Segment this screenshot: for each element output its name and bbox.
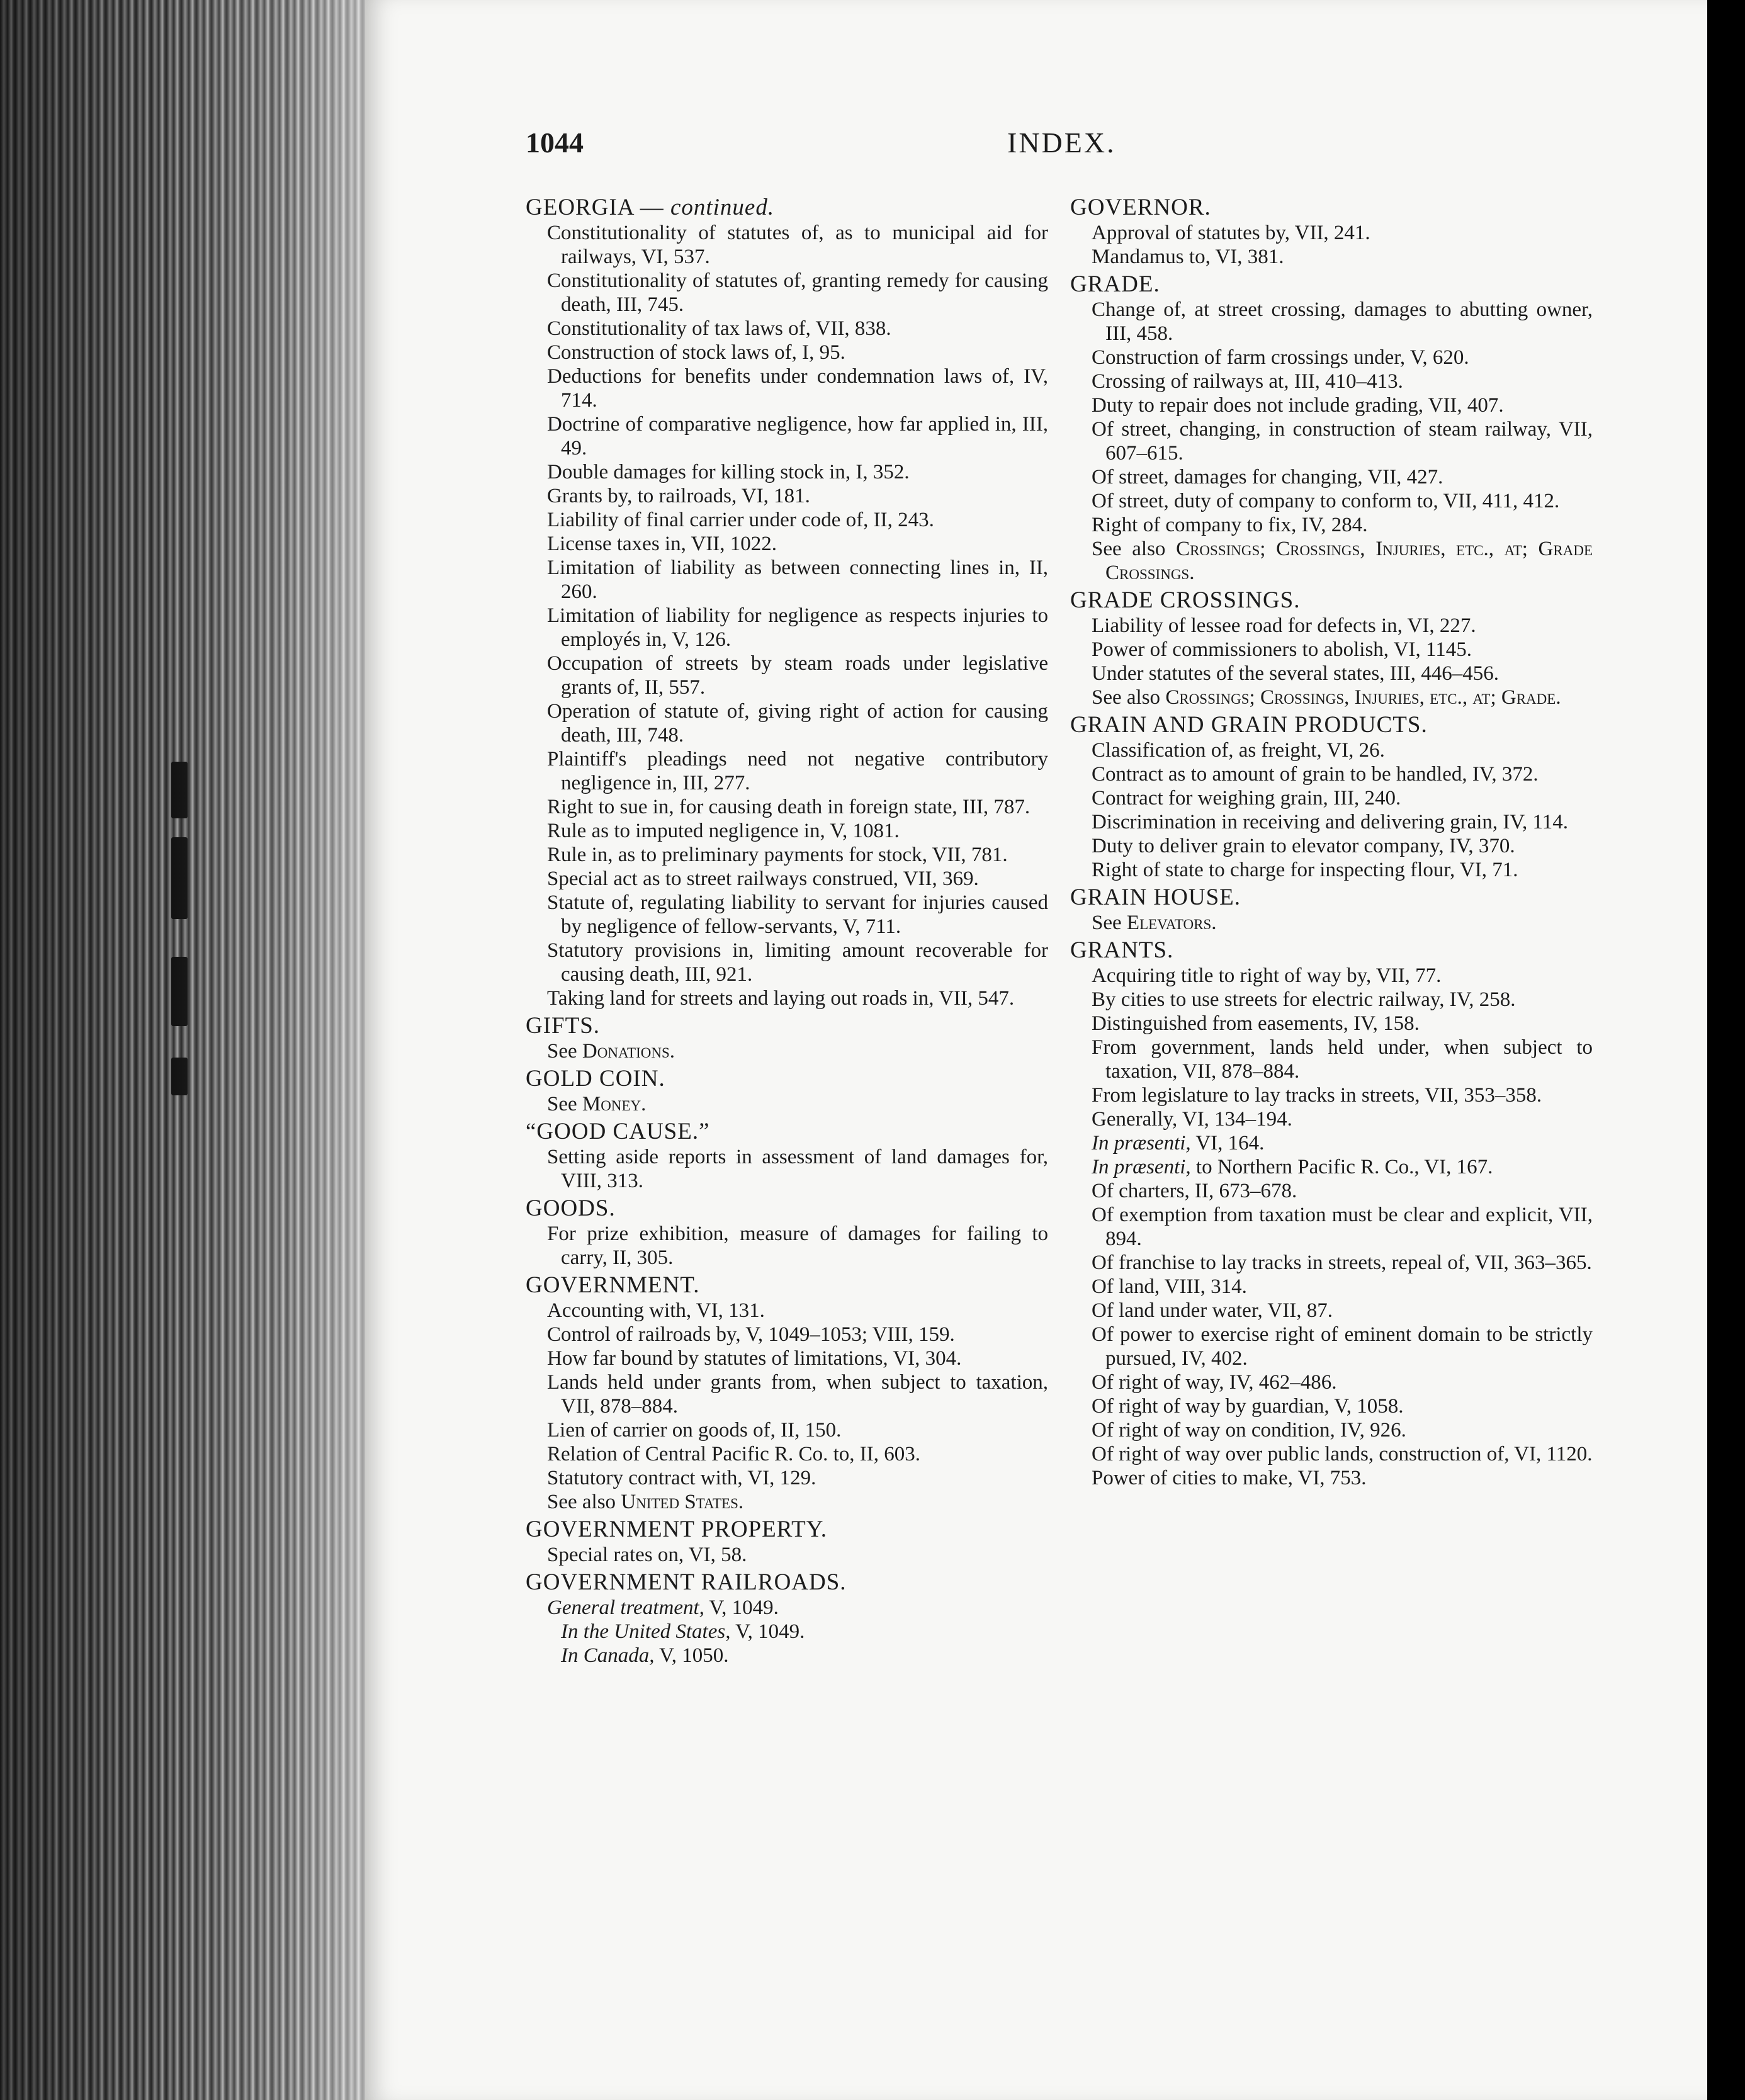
index-subentry: [526, 508, 1048, 532]
index-subentry: [1070, 911, 1593, 935]
index-subentry: [526, 891, 1048, 939]
scan-border: [1707, 0, 1745, 2100]
entry-text: Power of cities to make, VI, 753.: [1092, 1467, 1367, 1489]
index-subentry: [1070, 1131, 1593, 1155]
entry-text: Elevators.: [1126, 912, 1217, 934]
entry-text: Special act as to street railways construed, VII, 369.: [547, 867, 979, 890]
entry-text: “GOOD CAUSE.”: [526, 1119, 710, 1144]
entry-text: Limitation of liability as between connecting lines in, II, 260.: [547, 556, 1048, 603]
entry-text: Lands held under grants from, when subject to taxation, VII, 878–884.: [547, 1371, 1048, 1418]
index-subentry: [1070, 346, 1593, 370]
index-subentry: [526, 1039, 1048, 1063]
entry-text: How far bound by statutes of limitations, VI, 304.: [547, 1347, 962, 1370]
index-heading: [1070, 884, 1593, 911]
index-subentry: [1070, 1323, 1593, 1370]
index-subentry: [526, 1644, 1048, 1668]
index-subentry: [1070, 298, 1593, 346]
entry-text: Plaintiff's pleadings need not negative contributory negligence in, III, 277.: [547, 748, 1048, 794]
index-subentry: [1070, 1203, 1593, 1251]
index-heading: [526, 1013, 1048, 1039]
index-subentry: [526, 819, 1048, 843]
entry-text: GOVERNMENT.: [526, 1272, 700, 1298]
entry-text: GIFTS.: [526, 1013, 601, 1039]
entry-text: Money.: [582, 1093, 647, 1115]
running-head: INDEX.: [1007, 127, 1116, 159]
entry-text: Of street, duty of company to conform to, VII, 411, 412.: [1092, 490, 1560, 512]
index-heading: [1070, 712, 1593, 738]
entry-text: Special rates on, VI, 58.: [547, 1544, 747, 1566]
index-subentry: [1070, 858, 1593, 882]
entry-text: Generally, VI, 134–194.: [1092, 1108, 1292, 1131]
index-subentry: [1070, 513, 1593, 537]
entry-text: Constitutionality of statutes of, as to municipal aid for railways, VI, 537.: [547, 222, 1048, 268]
index-subentry: [526, 556, 1048, 604]
index-subentry: [526, 364, 1048, 412]
index-subentry: [526, 221, 1048, 269]
index-subentry: [1070, 638, 1593, 662]
index-subentry: [526, 1222, 1048, 1270]
entry-text: GOVERNMENT PROPERTY.: [526, 1516, 827, 1542]
index-subentry: [1070, 1036, 1593, 1083]
index-subentry: [526, 1092, 1048, 1116]
entry-text: Mandamus to, VI, 381.: [1092, 246, 1284, 268]
index-subentry: [1070, 465, 1593, 489]
index-subentry: [526, 795, 1048, 819]
index-subentry: [1070, 686, 1593, 709]
entry-text: Occupation of streets by steam roads under legislative grants of, II, 557.: [547, 652, 1048, 699]
entry-text: In præsenti,: [1092, 1132, 1191, 1154]
index-subentry: [526, 843, 1048, 867]
entry-text: See also: [1092, 686, 1166, 709]
index-subentry: [1070, 393, 1593, 417]
entry-text: V, 1049.: [730, 1620, 805, 1643]
index-subentry: [526, 341, 1048, 364]
entry-text: Liability of lessee road for defects in, VI, 227.: [1092, 614, 1476, 637]
index-subentry: [526, 412, 1048, 460]
entry-text: By cities to use streets for electric railway, IV, 258.: [1092, 988, 1516, 1011]
entry-text: Of street, changing, in construction of steam railway, VII, 607–615.: [1092, 418, 1593, 465]
edge-mark: [171, 1058, 188, 1095]
index-subentry: [526, 1346, 1048, 1370]
index-subentry: [1070, 1107, 1593, 1131]
entry-text: Contract as to amount of grain to be handled, IV, 372.: [1092, 763, 1539, 786]
entry-text: Change of, at street crossing, damages to abutting owner, III, 458.: [1092, 298, 1593, 345]
index-subentry: [1070, 370, 1593, 393]
index-subentry: [1070, 738, 1593, 762]
index-subentry: [1070, 1299, 1593, 1323]
index-subentry: [526, 460, 1048, 484]
entry-text: Of right of way, IV, 462–486.: [1092, 1371, 1337, 1394]
index-subentry: [1070, 1370, 1593, 1394]
entry-text: GRAIN AND GRAIN PRODUCTS.: [1070, 712, 1428, 738]
entry-text: Acquiring title to right of way by, VII, 77.: [1092, 964, 1442, 987]
entry-text: to Northern Pacific R. Co., VI, 167.: [1190, 1156, 1493, 1178]
index-subentry: [1070, 1418, 1593, 1442]
index-column-right: [1070, 192, 1593, 1490]
entry-text: Right of company to fix, IV, 284.: [1092, 514, 1368, 536]
entry-text: Contract for weighing grain, III, 240.: [1092, 787, 1401, 810]
index-subentry: [526, 484, 1048, 508]
index-subentry: [526, 986, 1048, 1010]
index-subentry: [1070, 221, 1593, 245]
index-subentry: [526, 1543, 1048, 1567]
entry-text: In Canada,: [561, 1644, 655, 1667]
entry-text: GEORGIA —: [526, 195, 670, 220]
index-subentry: [1070, 1083, 1593, 1107]
entry-text: See also: [547, 1491, 621, 1513]
entry-text: V, 1049.: [704, 1596, 779, 1619]
entry-text: Statutory provisions in, limiting amount recoverable for causing death, III, 921.: [547, 939, 1048, 986]
entry-text: Donations.: [582, 1040, 675, 1063]
entry-text: Of power to exercise right of eminent domain to be strictly pursued, IV, 402.: [1092, 1323, 1593, 1370]
index-subentry: [526, 269, 1048, 317]
index-heading: [526, 1119, 1048, 1145]
entry-text: Discrimination in receiving and delivering grain, IV, 114.: [1092, 811, 1568, 833]
book-page-edges: [0, 0, 365, 2100]
entry-text: Limitation of liability for negligence as respects injuries to employés in, V, 126.: [547, 604, 1048, 651]
entry-text: Crossings; Crossings, Injuries, etc., at; Grade.: [1165, 686, 1561, 709]
edge-mark: [171, 762, 188, 818]
index-subentry: [1070, 1251, 1593, 1275]
entry-text: Of right of way over public lands, construction of, VI, 1120.: [1092, 1443, 1593, 1465]
index-column-left: [526, 192, 1048, 1668]
entry-text: From government, lands held under, when subject to taxation, VII, 878–884.: [1092, 1036, 1593, 1083]
entry-text: Of street, damages for changing, VII, 427.: [1092, 466, 1443, 488]
entry-text: In the United States,: [561, 1620, 731, 1643]
entry-text: Of franchise to lay tracks in streets, repeal of, VII, 363–365.: [1092, 1251, 1592, 1274]
index-heading: [526, 1272, 1048, 1299]
entry-text: Of right of way by guardian, V, 1058.: [1092, 1395, 1404, 1418]
index-subentry: [526, 1145, 1048, 1193]
index-subentry: [526, 652, 1048, 699]
entry-text: Classification of, as freight, VI, 26.: [1092, 739, 1385, 762]
entry-text: In præsenti,: [1092, 1156, 1191, 1178]
index-heading: [526, 1516, 1048, 1543]
entry-text: Taking land for streets and laying out roads in, VII, 547.: [547, 987, 1015, 1010]
edge-mark: [171, 837, 188, 919]
index-subentry: [1070, 417, 1593, 465]
index-subentry: [526, 1620, 1048, 1644]
entry-text: Of charters, II, 673–678.: [1092, 1180, 1297, 1202]
index-heading: [1070, 937, 1593, 964]
entry-text: Crossing of railways at, III, 410–413.: [1092, 370, 1403, 393]
entry-text: Of land under water, VII, 87.: [1092, 1299, 1333, 1322]
entry-text: GOLD COIN.: [526, 1066, 665, 1092]
entry-text: See: [1092, 912, 1127, 934]
index-subentry: [1070, 964, 1593, 988]
index-subentry: [526, 1442, 1048, 1466]
index-subentry: [526, 604, 1048, 652]
index-heading: [1070, 195, 1593, 221]
entry-text: Construction of farm crossings under, V, 620.: [1092, 346, 1469, 369]
index-heading: [526, 195, 1048, 221]
entry-text: Power of commissioners to abolish, VI, 1145.: [1092, 638, 1472, 661]
entry-text: Construction of stock laws of, I, 95.: [547, 341, 845, 364]
page-header: [365, 126, 1707, 164]
entry-text: GRADE.: [1070, 271, 1160, 297]
index-subentry: [1070, 489, 1593, 513]
index-subentry: [1070, 1012, 1593, 1036]
entry-text: GRANTS.: [1070, 937, 1174, 963]
index-subentry: [526, 939, 1048, 986]
index-subentry: [1070, 988, 1593, 1012]
index-subentry: [1070, 614, 1593, 638]
entry-text: Double damages for killing stock in, I, 352.: [547, 461, 910, 483]
entry-text: See: [547, 1093, 582, 1115]
entry-text: continued.: [670, 195, 775, 220]
entry-text: Grants by, to railroads, VI, 181.: [547, 485, 810, 507]
entry-text: Distinguished from easements, IV, 158.: [1092, 1012, 1420, 1035]
entry-text: From legislature to lay tracks in streets, VII, 353–358.: [1092, 1084, 1542, 1107]
entry-text: See: [547, 1040, 582, 1063]
entry-text: Control of railroads by, V, 1049–1053; VIII, 159.: [547, 1323, 955, 1346]
entry-text: Doctrine of comparative negligence, how far applied in, III, 49.: [547, 413, 1048, 460]
entry-text: See also: [1092, 538, 1177, 560]
index-heading: [1070, 587, 1593, 614]
index-subentry: [1070, 786, 1593, 810]
entry-text: Right to sue in, for causing death in foreign state, III, 787.: [547, 796, 1031, 818]
entry-text: GRAIN HOUSE.: [1070, 884, 1241, 910]
index-subentry: [526, 699, 1048, 747]
index-subentry: [1070, 1155, 1593, 1179]
index-subentry: [526, 1418, 1048, 1442]
index-subentry: [1070, 1394, 1593, 1418]
index-heading: [1070, 271, 1593, 298]
entry-text: GOVERNMENT RAILROADS.: [526, 1569, 847, 1595]
entry-text: Rule as to imputed negligence in, V, 1081.: [547, 820, 900, 842]
entry-text: Of exemption from taxation must be clear and explicit, VII, 894.: [1092, 1204, 1593, 1250]
index-subentry: [1070, 810, 1593, 834]
entry-text: GOODS.: [526, 1195, 616, 1221]
entry-text: Accounting with, VI, 131.: [547, 1299, 765, 1322]
index-subentry: [1070, 245, 1593, 269]
entry-text: Deductions for benefits under condemnation laws of, IV, 714.: [547, 365, 1048, 412]
entry-text: Relation of Central Pacific R. Co. to, II, 603.: [547, 1443, 920, 1465]
entry-text: Constitutionality of statutes of, granting remedy for causing death, III, 745.: [547, 269, 1048, 316]
entry-text: License taxes in, VII, 1022.: [547, 533, 777, 555]
entry-text: Statute of, regulating liability to servant for injuries caused by negligence of fellow-servants, V, 711.: [547, 891, 1048, 938]
entry-text: Of right of way on condition, IV, 926.: [1092, 1419, 1406, 1442]
index-subentry: [526, 747, 1048, 795]
entry-text: Operation of statute of, giving right of action for causing death, III, 748.: [547, 700, 1048, 747]
index-subentry: [1070, 1466, 1593, 1490]
entry-text: VI, 164.: [1190, 1132, 1265, 1154]
entry-text: Setting aside reports in assessment of land damages for, VIII, 313.: [547, 1146, 1048, 1192]
entry-text: General treatment,: [547, 1596, 704, 1619]
index-subentry: [1070, 762, 1593, 786]
index-subentry: [526, 1323, 1048, 1346]
entry-text: Liability of final carrier under code of, II, 243.: [547, 509, 934, 531]
index-heading: [526, 1569, 1048, 1596]
entry-text: Of land, VIII, 314.: [1092, 1275, 1247, 1298]
index-subentry: [526, 317, 1048, 341]
index-subentry: [526, 1466, 1048, 1490]
index-subentry: [1070, 537, 1593, 585]
entry-text: Crossings; Crossings, Injuries, etc., at; Grade Crossings.: [1105, 538, 1593, 584]
page-number: 1044: [526, 127, 584, 159]
entry-text: GRADE CROSSINGS.: [1070, 587, 1301, 613]
entry-text: Duty to deliver grain to elevator company, IV, 370.: [1092, 835, 1515, 857]
index-subentry: [526, 532, 1048, 556]
index-subentry: [1070, 1179, 1593, 1203]
index-subentry: [1070, 662, 1593, 686]
entry-text: Constitutionality of tax laws of, VII, 838.: [547, 317, 891, 340]
entry-text: Rule in, as to preliminary payments for stock, VII, 781.: [547, 844, 1008, 866]
entry-text: Statutory contract with, VI, 129.: [547, 1467, 816, 1489]
entry-text: Approval of statutes by, VII, 241.: [1092, 222, 1370, 244]
index-heading: [526, 1066, 1048, 1092]
index-subentry: [526, 1596, 1048, 1620]
entry-text: Duty to repair does not include grading, VII, 407.: [1092, 394, 1504, 417]
entry-text: United States.: [621, 1491, 744, 1513]
entry-text: V, 1050.: [654, 1644, 729, 1667]
edge-mark: [171, 957, 188, 1026]
index-subentry: [1070, 834, 1593, 858]
index-subentry: [526, 1370, 1048, 1418]
entry-text: Under statutes of the several states, III, 446–456.: [1092, 662, 1499, 685]
entry-text: GOVERNOR.: [1070, 195, 1211, 220]
index-subentry: [1070, 1275, 1593, 1299]
entry-text: For prize exhibition, measure of damages for failing to carry, II, 305.: [547, 1222, 1048, 1269]
index-subentry: [526, 1299, 1048, 1323]
entry-text: Right of state to charge for inspecting flour, VI, 71.: [1092, 859, 1518, 881]
index-subentry: [526, 1490, 1048, 1514]
index-subentry: [1070, 1442, 1593, 1466]
index-heading: [526, 1195, 1048, 1222]
entry-text: Lien of carrier on goods of, II, 150.: [547, 1419, 842, 1442]
index-subentry: [526, 867, 1048, 891]
index-page: [365, 0, 1707, 2100]
